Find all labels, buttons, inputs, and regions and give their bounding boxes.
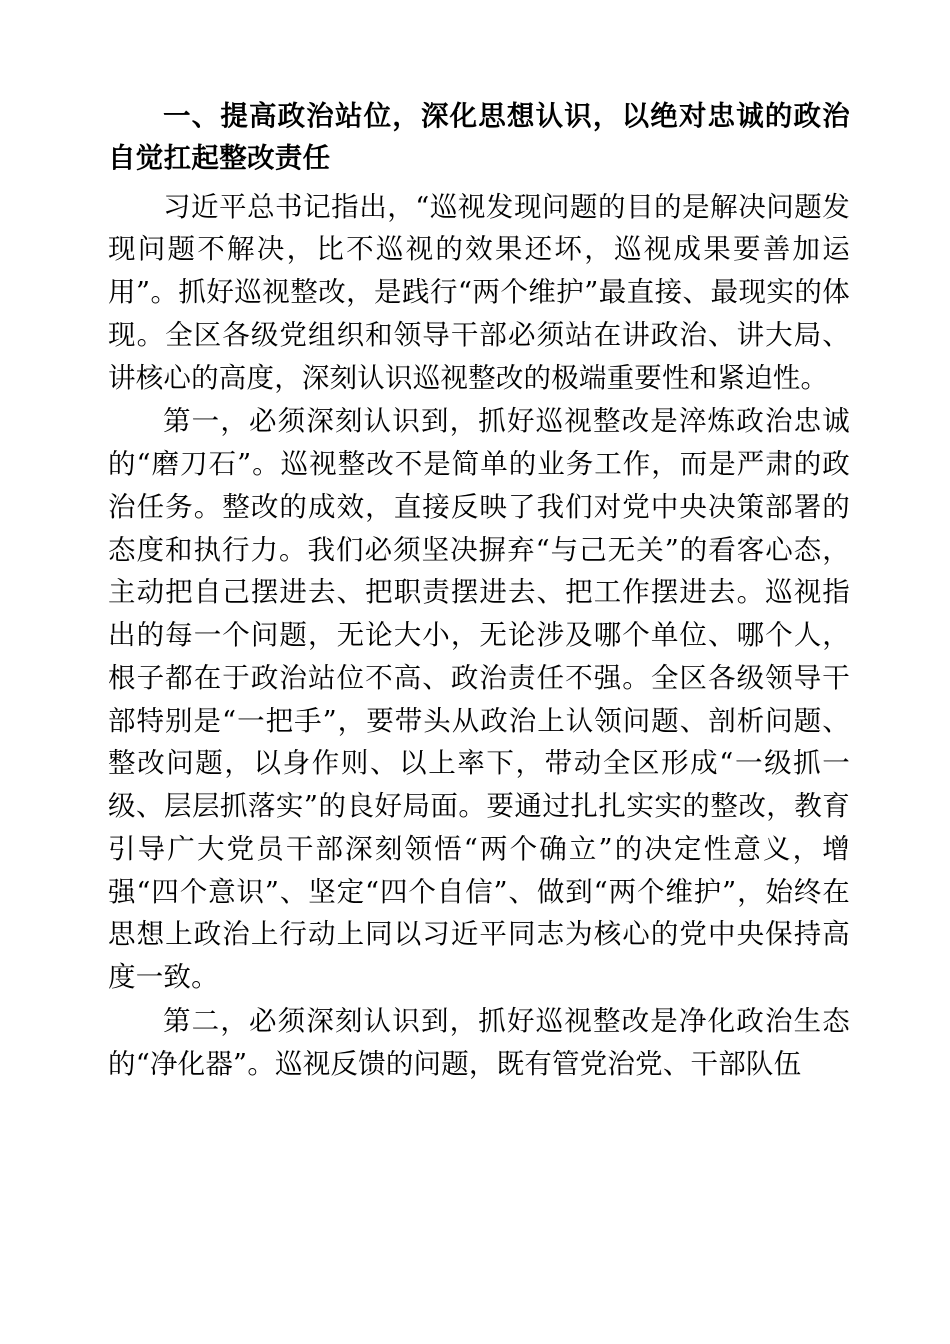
paragraph-2: 第一，必须深刻认识到，抓好巡视整改是淬炼政治忠诚的“磨刀石”。巡视整改不是简单的业务工作，而是严肃的政治任务。整改的成效，直接反映了我们对党中央决策部署的态度和执行力。我们必须坚决摒弃“与己无关”的看客心态，主动把自己摆进去、把职责摆进去、把工作摆进去。巡视指出的每一个问题，无论大小，无论涉及哪个单位、哪个人，根子都在于政治站位不高、政治责任不强。全区各级领导干部特别是“一把手”，要带头从政治上认领问题、剖析问题、整改问题，以身作则、以上率下，带动全区形成“一级抓一级、层层抓落实”的良好局面。要通过扎扎实实的整改，教育引导广大党员干部深刻领悟“两个确立”的决定性意义，增强“四个意识”、坚定“四个自信”、做到“两个维护”，始终在思想上政治上行动上同以习近平同志为核心的党中央保持高度一致。	[108, 405, 850, 994]
paragraph-1: 习近平总书记指出，“巡视发现问题的目的是解决问题发现问题不解决，比不巡视的效果还坏，巡视成果要善加运用”。抓好巡视整改，是践行“两个维护”最直接、最现实的体现。全区各级党组织和领导干部必须站在讲政治、讲大局、讲核心的高度，深刻认识巡视整改的极端重要性和紧迫性。	[108, 190, 850, 394]
paragraph-3: 第二，必须深刻认识到，抓好巡视整改是净化政治生态的“净化器”。巡视反馈的问题，既有管党治党、干部队伍	[108, 1004, 850, 1080]
section-heading: 一、提高政治站位，深化思想认识，以绝对忠诚的政治自觉扛起整改责任	[108, 100, 850, 174]
